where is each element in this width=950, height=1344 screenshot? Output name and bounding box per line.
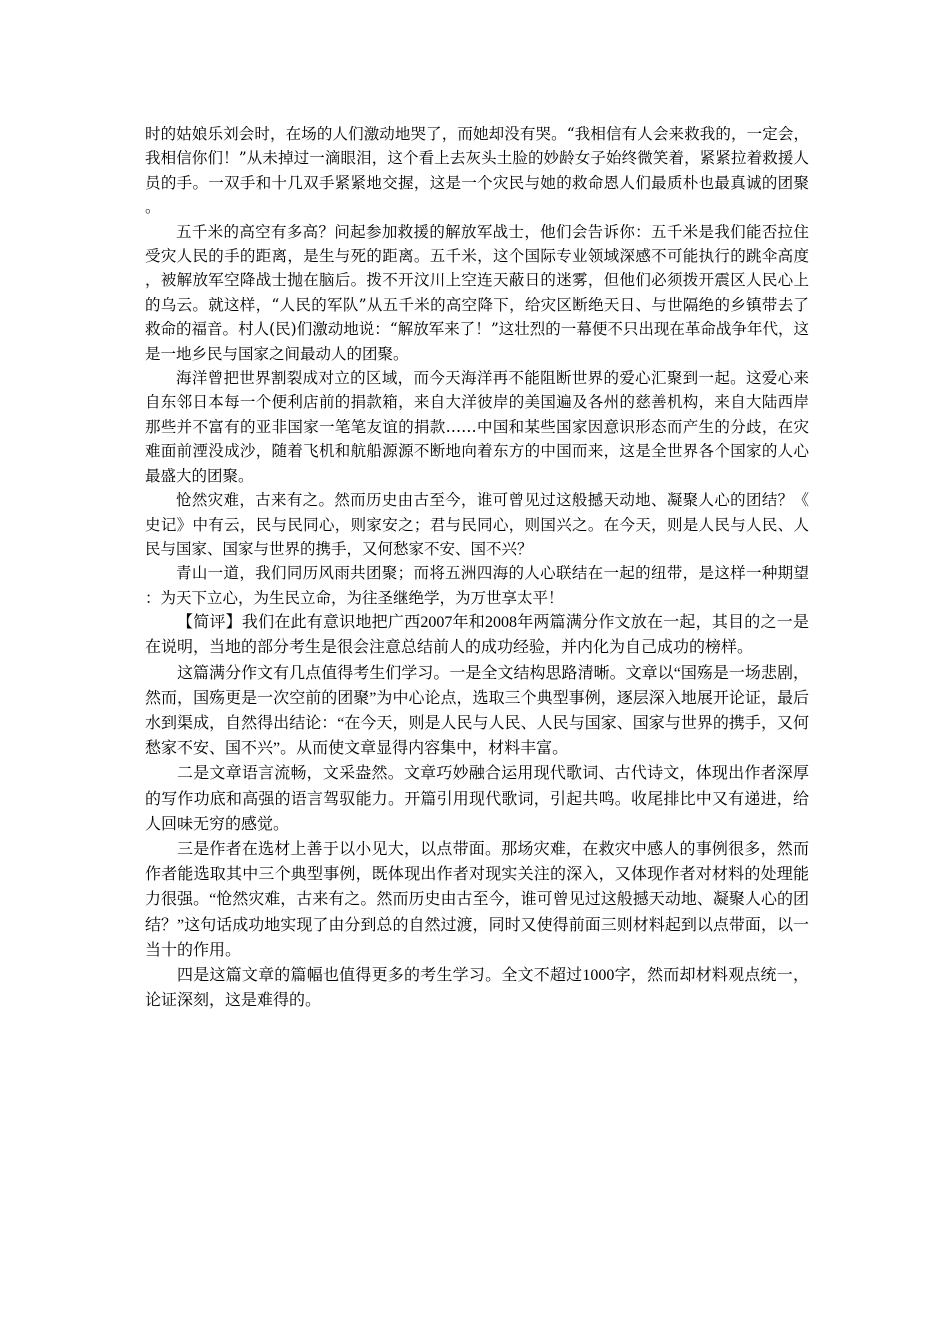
essay-paragraph-5: 青山一道，我们同历风雨共团聚；而将五洲四海的人心联结在一起的纽带，是这样一种期望：为天下立心，为生民立命，为往圣继绝学，为万世享太平！ xyxy=(145,564,809,607)
essay-paragraph-4: 怆然灾难，古来有之。然而历史由古至今，谁可曾见过这般撼天动地、凝聚人心的团结？《史记》中有云，民与民同心，则家安之；君与民同心，则国兴之。在今天，则是人民与人民、人民与国家、国家与世界的携手，又何愁家不安、国不兴？ xyxy=(145,491,809,558)
essay-paragraph-1: 时的姑娘乐刘会时，在场的人们激动地哭了，而她却没有哭。“我相信有人会来救我的，一定会，我相信你们！”从未掉过一滴眼泪，这个看上去灰头土脸的妙龄女子始终微笑着，紧紧拉着救援人员的手。一双手和十几双手紧紧地交握，这是一个灾民与她的救命恩人们最质朴也最真诚的团聚。 xyxy=(145,125,809,217)
comment-paragraph-4: 四是这篇文章的篇幅也值得更多的考生学习。全文不超过1000字，然而却材料观点统一，论证深刻，这是难得的。 xyxy=(145,966,809,1010)
document-page xyxy=(145,122,809,1013)
comment-intro xyxy=(145,610,809,660)
comment-intro-text: 我们在此有意识地把广西2007年和2008年两篇满分作文放在一起，其目的之一是在说明，当地的部分考生是很会注意总结前人的成功经验，并内化为自己成功的榜样。 xyxy=(145,614,809,657)
essay-paragraph-3: 海洋曾把世界割裂成对立的区域，而今天海洋再不能阻断世界的爱心汇聚到一起。这爱心来自东邻日本每一个便利店前的捐款箱，来自大洋彼岸的美国遍及各州的慈善机构，来自大陆西岸那些并不富有的亚非国家一笔笔友谊的捐款……中国和某些国家因意识形态而产生的分歧，在灾难面前湮没成沙，随着飞机和航船源源不断地向着东方的中国而来，这是全世界各个国家的人心最盛大的团聚。 xyxy=(145,369,809,485)
comment-paragraph-1: 这篇满分作文有几点值得考生们学习。一是全文结构思路清晰。文章以“国殇是一场悲剧，然而，国殇更是一次空前的团聚”为中心论点，选取三个典型事例，逐层深入地展开论证，最后水到渠成，自然得出结论：“在今天，则是人民与人民、人民与国家、国家与世界的携手，又何愁家不安、国不兴”。从而使文章显得内容集中，材料丰富。 xyxy=(145,664,809,758)
essay-paragraph-2: 五千米的高空有多高？问起参加救援的解放军战士，他们会告诉你：五千米是我们能否拉住受灾人民的手的距离，是生与死的距离。五千米，这个国际专业领域深感不可能执行的跳伞高度，被解放军空降战士抛在脑后。拨不开汶川上空连天蔽日的迷雾，但他们必须拨开震区人民心上的乌云。就这样，“人民的军队”从五千米的高空降下，给灾区断绝天日、与世隔绝的乡镇带去了救命的福音。村人(民)们激动地说：“解放军来了！”这壮烈的一幕便不只出现在革命战争年代，这是一地乡民与国家之间最动人的团聚。 xyxy=(145,222,809,363)
comment-paragraph-2: 二是文章语言流畅，文采盎然。文章巧妙融合运用现代歌词、古代诗文，体现出作者深厚的写作功底和高强的语言驾驭能力。开篇引用现代歌词，引起共鸣。收尾排比中又有递进，给人回味无穷的感觉。 xyxy=(145,765,809,833)
comment-paragraph-3: 三是作者在选材上善于以小见大，以点带面。那场灾难，在救灾中感人的事例很多，然而作者能选取其中三个典型事例，既体现出作者对现实关注的深入，又体现作者对材料的处理能力很强。“怆然灾难，古来有之。然而历史由古至今，谁可曾见过这般撼天动地、凝聚人心的团结？”这句话成功地实现了由分到总的自然过渡，同时又使得前面三则材料起到以点带面，以一当十的作用。 xyxy=(145,840,809,959)
comment-label: 【简评】 xyxy=(177,614,242,632)
